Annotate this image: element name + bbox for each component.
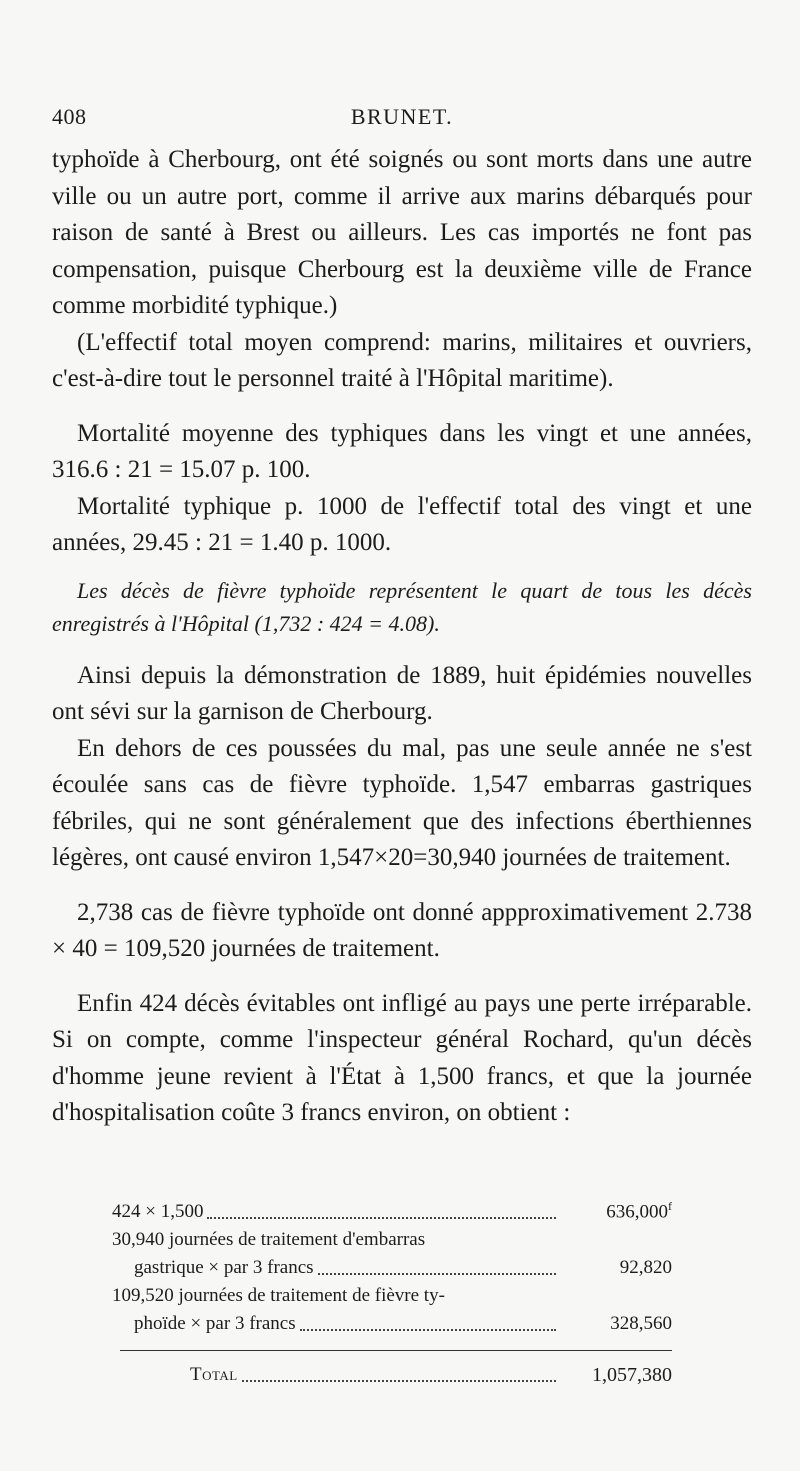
paragraph-1: typhoïde à Cherbourg, ont été soignés ou sont morts dans une autre ville ou un autre port, comme il arrive aux marins débarqués pour raison de santé à Brest ou ailleurs. Les cas importés ne font pas compensation, puisque Cherbourg est la deuxième ville de France comme morbidité typhique.) [52, 146, 752, 319]
calc-label-cont: phoïde × par 3 francs [134, 1313, 296, 1335]
paragraph-5-italic: Les décès de fièvre typhoïde représentent le quart de tous les décès enregistrés à l'Hôpital (1,732 : 424 = 4.08). [52, 577, 752, 636]
total-row [112, 1361, 672, 1389]
paragraph-9: Enfin 424 décès évitables ont infligé au pays une perte irréparable. Si on compte, comme l'inspecteur général Rochard, qu'un décès d'homme jeune revient à l'État à 1,500 francs, et que la journée d'hospitalisation coûte 3 francs environ, on obtient : [52, 989, 752, 1126]
leader-dots [207, 1217, 556, 1219]
paragraph-3: Mortalité moyenne des typhiques dans les vingt et une années, 316.6 : 21 = 15.07 p. 100. [52, 419, 752, 483]
calc-label: 109,520 journées de traitement de fièvre ty- [112, 1285, 445, 1307]
running-title: BRUNET. [350, 104, 454, 129]
franc-unit: f [668, 1199, 672, 1213]
leader-dots [300, 1329, 556, 1331]
calc-row [112, 1254, 672, 1282]
paragraph-4: Mortalité typhique p. 1000 de l'effectif total des vingt et une années, 29.45 : 21 = 1.40 p. 1000. [52, 492, 752, 556]
calc-value-number: 636,000 [606, 1201, 668, 1223]
paragraph-2: (L'effectif total moyen comprend: marins, militaires et ouvriers, c'est-à-dire tout le personnel traité à l'Hôpital maritime). [52, 328, 752, 392]
paragraph-8: 2,738 cas de fièvre typhoïde ont donné appproximativement 2.738 × 40 = 109,520 journées de traitement. [52, 898, 752, 962]
calc-value [562, 1192, 672, 1226]
page-number: 408 [52, 104, 87, 129]
calc-label: 30,940 journées de traitement d'embarras [112, 1229, 426, 1251]
calc-row [112, 1192, 672, 1226]
cost-calculation [112, 1192, 672, 1389]
paragraph-7: En dehors de ces poussées du mal, pas une seule année ne s'est écoulée sans cas de fièvre typhoïde. 1,547 embarras gastriques fébriles, qui ne sont généralement que des infections éberthiennes légères, ont causé environ 1,547×20=30,940 journées de traitement. [52, 734, 752, 871]
leader-dots [242, 1380, 556, 1382]
total-label: Total [190, 1364, 238, 1386]
leader-dots [318, 1273, 556, 1275]
paragraph-6: Ainsi depuis la démonstration de 1889, huit épidémies nouvelles ont sévi sur la garnison de Cherbourg. [52, 661, 752, 725]
body-text [52, 142, 752, 1132]
calc-label: 424 × 1,500 [112, 1201, 204, 1223]
calc-row [112, 1310, 672, 1338]
total-value: 1,057,380 [592, 1364, 672, 1387]
running-header [52, 100, 752, 134]
calc-value: 328,560 [610, 1313, 672, 1335]
calc-label-cont: gastrique × par 3 francs [134, 1257, 314, 1279]
calc-value: 92,820 [619, 1257, 672, 1279]
total-rule [120, 1350, 672, 1353]
